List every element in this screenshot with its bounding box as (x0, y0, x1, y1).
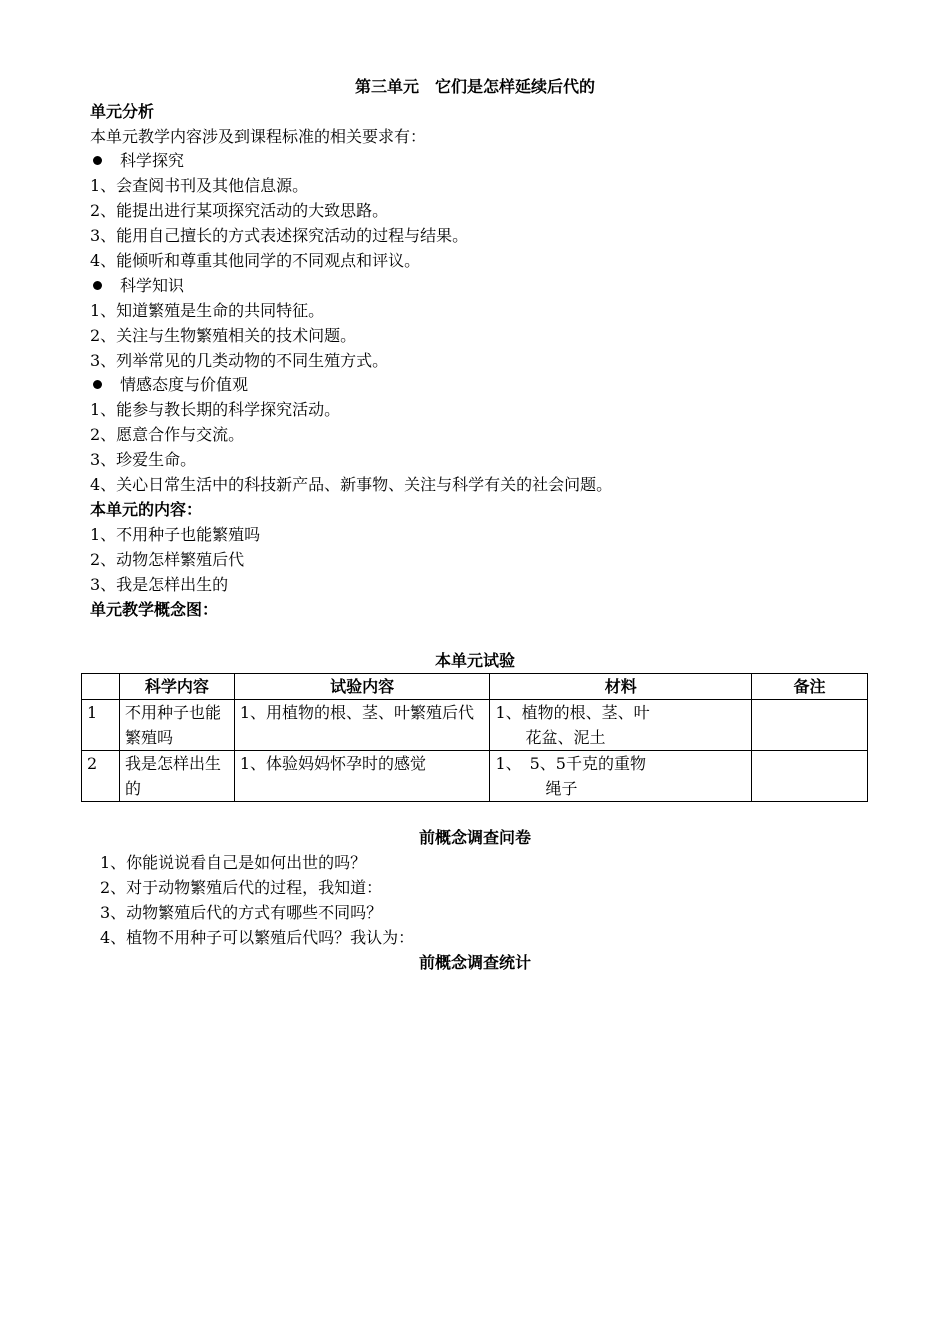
analysis-heading: 单元分析 (90, 102, 155, 121)
bullet-icon (93, 281, 102, 290)
list-item: 1、知道繁殖是生命的共同特征。 (90, 301, 325, 320)
section-label: 科学探究 (90, 148, 184, 173)
table-header-row (82, 674, 868, 700)
material-line: 花盆、泥土 (525, 728, 606, 747)
list-item: 3、能用自己擅长的方式表述探究活动的过程与结果。 (90, 226, 469, 245)
materials-cell (490, 700, 752, 751)
section-label: 科学知识 (90, 273, 184, 298)
materials-cell (490, 751, 752, 802)
survey-question: 1、你能说说看自己是如何出世的吗？ (100, 853, 367, 872)
experiments-table (81, 673, 868, 802)
survey-question: 4、植物不用种子可以繁殖后代吗？我认为： (100, 928, 415, 947)
header-cell: 科学内容 (119, 674, 234, 700)
survey-question: 3、动物繁殖后代的方式有哪些不同吗？ (100, 903, 383, 922)
material-line: 1、 5、5千克的重物 (495, 754, 646, 773)
list-item: 2、关注与生物繁殖相关的技术问题。 (90, 326, 357, 345)
document-title: 第三单元 它们是怎样延续后代的 (354, 77, 595, 96)
experiment-content-cell: 1、体验妈妈怀孕时的感觉 (234, 751, 490, 802)
section-label: 情感态度与价值观 (90, 372, 248, 397)
note-cell (752, 751, 868, 802)
bullet-icon (93, 380, 102, 389)
survey-question: 2、对于动物繁殖后代的过程，我知道： (100, 878, 383, 897)
material-line: 绳子 (545, 779, 578, 798)
header-cell: 备注 (752, 674, 868, 700)
analysis-intro: 本单元教学内容涉及到课程标准的相关要求有： (90, 127, 427, 146)
statistics-title: 前概念调查统计 (418, 953, 531, 972)
list-item: 3、我是怎样出生的 (90, 575, 229, 594)
header-cell: 试验内容 (234, 674, 490, 700)
row-number: 2 (82, 751, 120, 802)
science-content-cell: 不用种子也能繁殖吗 (119, 700, 234, 751)
list-item: 2、动物怎样繁殖后代 (90, 550, 245, 569)
list-item: 2、愿意合作与交流。 (90, 425, 245, 444)
material-line: 1、植物的根、茎、叶 (495, 703, 650, 722)
list-item: 2、能提出进行某项探究活动的大致思路。 (90, 201, 389, 220)
contents-heading: 本单元的内容： (90, 500, 203, 519)
bullet-icon (93, 156, 102, 165)
list-item: 1、会查阅书刊及其他信息源。 (90, 176, 309, 195)
science-content-cell: 我是怎样出生的 (119, 751, 234, 802)
header-cell (82, 674, 120, 700)
list-item: 3、珍爱生命。 (90, 450, 197, 469)
survey-title: 前概念调查问卷 (418, 828, 531, 847)
list-item: 1、不用种子也能繁殖吗 (90, 525, 261, 544)
list-item: 4、关心日常生活中的科技新产品、新事物、关注与科学有关的社会问题。 (90, 475, 613, 494)
list-item: 3、列举常见的几类动物的不同生殖方式。 (90, 351, 389, 370)
list-item: 4、能倾听和尊重其他同学的不同观点和评议。 (90, 251, 421, 270)
experiments-title: 本单元试验 (434, 651, 515, 670)
note-cell (752, 700, 868, 751)
header-cell: 材料 (490, 674, 752, 700)
list-item: 1、能参与教长期的科学探究活动。 (90, 400, 341, 419)
row-number: 1 (82, 700, 120, 751)
table-row (82, 700, 868, 751)
table-row (82, 751, 868, 802)
concept-map-heading: 单元教学概念图： (90, 600, 219, 619)
experiment-content-cell: 1、用植物的根、茎、叶繁殖后代 (234, 700, 490, 751)
